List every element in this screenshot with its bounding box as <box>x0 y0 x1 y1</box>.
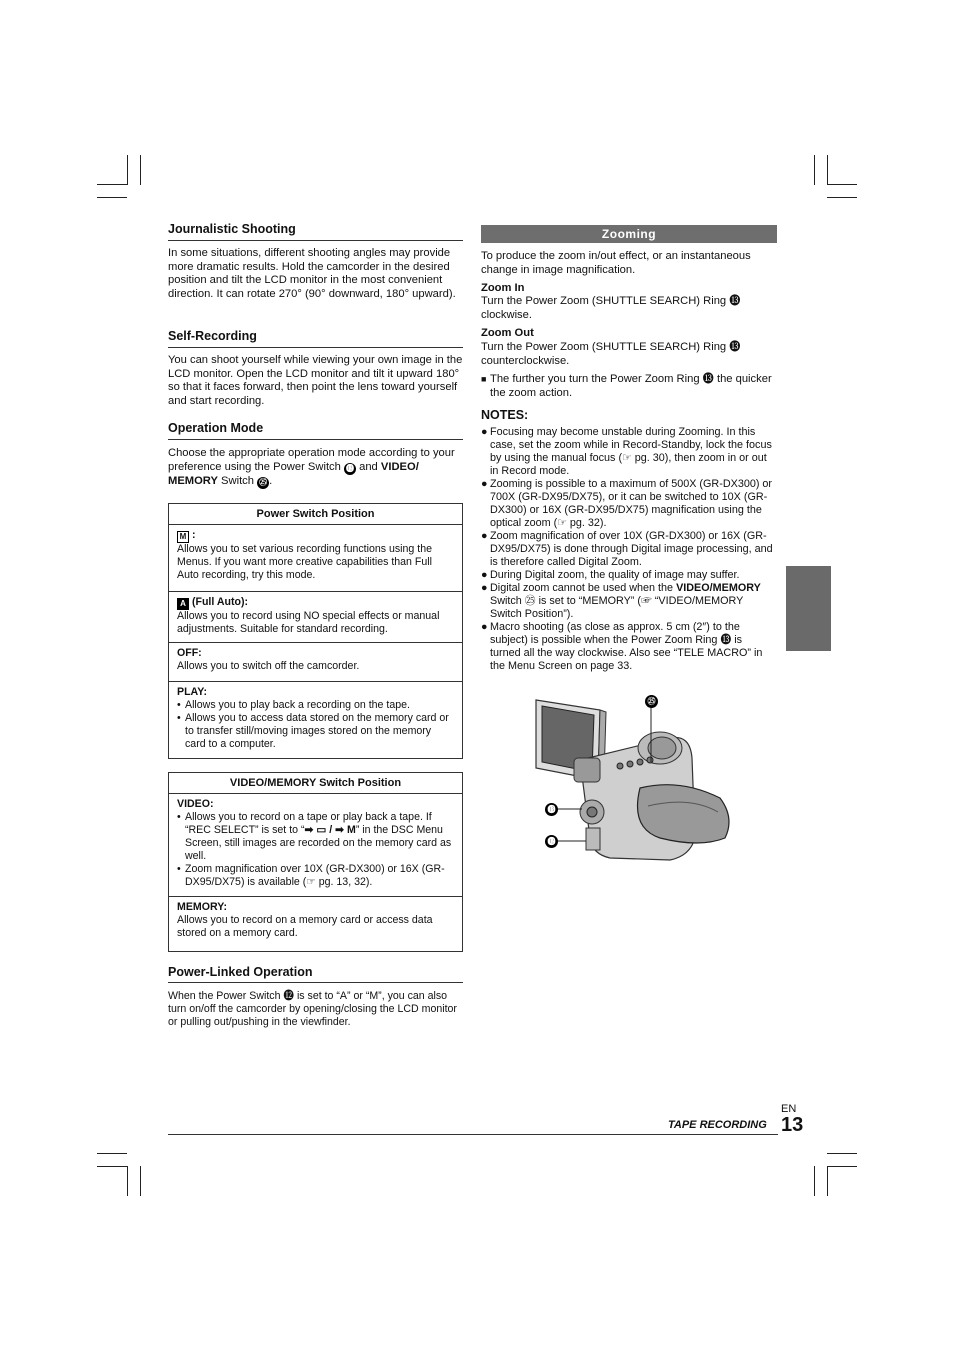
zoom-out-heading: Zoom Out <box>481 327 534 339</box>
auto-mode-icon: A <box>177 598 189 610</box>
play-item: Allows you to access data stored on the memory card or to transfer still/moving images stored on the memory card to a computer. <box>185 712 449 750</box>
zoom-out-text: Turn the Power Zoom (SHUTTLE SEARCH) Ring ⓭ counterclockwise. <box>481 341 741 367</box>
callout-13-icon: ⓭ <box>545 803 558 816</box>
note-item: During Digital zoom, the quality of image may suffer. <box>490 569 740 581</box>
callout-12-icon: ⓬ <box>545 835 558 848</box>
memory-label: MEMORY: <box>177 901 228 913</box>
note-item: Zoom magnification of over 10X (GR-DX300) or 16X (GR-DX95/DX75) is done through Digital image processing, and is therefore called Digital Zoom. <box>490 530 773 568</box>
camcorder-illustration <box>530 688 740 866</box>
power-switch-table: Power Switch Position M : Allows you to set various recording functions using the Menus. If you want more creative capabilities than Full Auto recording, try this mode. A (Full Auto): Allows you to record using NO special effects or manual adjustments. Suitable for standard recording. OFF: Allows you to switch off the camcorder. PLAY: • Allows you to play back a recording on the tape. • Allows you to access data stored on the memory card or to transfer still/moving images stored on the memory card to a computer. <box>168 503 463 759</box>
ref-25-icon: ㉕ <box>259 477 268 487</box>
video-item: Zoom magnification over 10X (GR-DX300) or 16X (GR-DX95/DX75) is available (☞ pg. 13, 32). <box>185 863 445 888</box>
manual-mode-text: Allows you to set various recording functions using the Menus. If you want more creative capabilities than Full Auto recording, try this mode. <box>177 543 432 581</box>
notes-list: ● Focusing may become unstable during Zooming. In this case, set the zoom while in Record-Standby, lock the focus by using the manual focus (☞ pg. 30), then zoom in or out in Record mode. ● Zooming is possible to a maximum of 500X (GR-DX300) or 700X (GR-DX95/DX75), or it can be switched to 10X (GR-DX300) or 16X (GR-DX95/DX75) magnification using the optical zoom (☞ pg. 32). ● Zoom magnification of over 10X (GR-DX300) or 16X (GR-DX95/DX75) is done through Digital image processing, and is therefore called Digital Zoom. ● During Digital zoom, the quality of image may suffer. ● Digital zoom cannot be used when the VIDEO/MEMORY Switch ㉕ is set to “MEMORY” (☞ “VIDEO/MEMORY Switch Position”). ● Macro shooting (as close as approx. 5 cm (2″) to the subject) is possible when the Power Zoom Ring ⓭ is turned all the way clockwise. Also see “TELE MACRO” in the Menu Screen on page 33. <box>481 426 775 673</box>
power-linked-heading: Power-Linked Operation <box>168 965 313 979</box>
ref-12-icon: ⓬ <box>346 463 354 473</box>
operation-mode-text: Choose the appropriate operation mode according to your preference using the Power Switch ⓬ and VIDEO/ MEMORY Switch ㉕ . <box>168 447 455 487</box>
video-memory-table: VIDEO/MEMORY Switch Position VIDEO: • Allows you to record on a tape or play back a tape. If “REC SELECT” is set to “➡ ▭ / ➡ M” in the DSC Menu Screen, still images are recorded on the memory card as well. • Zoom magnification over 10X (GR-DX300) or 16X (GR-DX95/DX75) is available (☞ pg. 13, 32). MEMORY: Allows you to record on a memory card or access data stored on a memory card. <box>168 772 463 952</box>
zoom-in-text: Turn the Power Zoom (SHUTTLE SEARCH) Ring ⓭ clockwise. <box>481 295 741 321</box>
video-item: Allows you to record on a tape or play back a tape. If “REC SELECT” is set to “➡ ▭ / ➡ M” in the DSC Menu Screen, still images are recorded on the memory card as well. <box>185 811 452 862</box>
note-item: Macro shooting (as close as approx. 5 cm (2″) to the subject) is possible when the Power Zoom Ring ⓭ is turned all the way clockwise. Also see “TELE MACRO” in the Menu Screen on page 33. <box>490 621 763 672</box>
note-item: Focusing may become unstable during Zooming. In this case, set the zoom while in Record-Standby, lock the focus by using the manual focus (☞ pg. 30), then zoom in or out in Record mode. <box>490 426 772 477</box>
video-label: VIDEO: <box>177 798 214 810</box>
off-text: Allows you to switch off the camcorder. <box>177 660 360 672</box>
language-label: EN <box>781 1103 797 1115</box>
video-memory-header: VIDEO/MEMORY Switch Position <box>169 773 462 794</box>
callout-25-icon: ㉕ <box>645 695 658 708</box>
section-label: TAPE RECORDING <box>668 1119 767 1131</box>
note-item: Digital zoom cannot be used when the VIDEO/MEMORY Switch ㉕ is set to “MEMORY” (☞ “VIDEO/MEMORY Switch Position”). <box>490 582 761 620</box>
self-recording-text: You can shoot yourself while viewing your own image in the LCD monitor. Open the LCD monitor and tilt it upward 180° so that it faces forward, then point the lens toward yourself and start recording. <box>168 354 463 407</box>
note-item: Zooming is possible to a maximum of 500X (GR-DX300) or 700X (GR-DX95/DX75), or it can be switched to 10X (GR-DX300) or 16X (GR-DX95/DX75) magnification using the optical zoom (☞ pg. 32). <box>490 478 773 529</box>
play-label: PLAY: <box>177 686 208 698</box>
zoom-in-heading: Zoom In <box>481 282 525 294</box>
notes-heading: NOTES: <box>481 408 529 422</box>
off-label: OFF: <box>177 647 202 659</box>
section-tab <box>786 566 831 651</box>
memory-text: Allows you to record on a memory card or access data stored on a memory card. <box>177 914 433 939</box>
journalistic-heading: Journalistic Shooting <box>168 222 296 236</box>
page-number: 13 <box>781 1114 804 1136</box>
zoom-intro: To produce the zoom in/out effect, or an instantaneous change in image magnification. <box>481 250 751 276</box>
play-item: Allows you to play back a recording on the tape. <box>185 699 410 711</box>
zooming-header: Zooming <box>481 225 777 243</box>
manual-mode-icon: M <box>177 531 189 543</box>
zoom-tip: ■ The further you turn the Power Zoom Ring ⓭ the quicker the zoom action. <box>481 373 772 399</box>
journalistic-text: In some situations, different shooting angles may provide more dramatic results. Hold the camcorder in the desired position and tilt the LCD monitor in the most convenient direction. It can rotate 270° (90° downward, 180° upward). <box>168 247 456 300</box>
auto-mode-text: Allows you to record using NO special effects or manual adjustments. Suitable for standard recording. <box>177 610 440 635</box>
power-linked-text: When the Power Switch ⓬ is set to “A” or “M”, you can also turn on/off the camcorder by opening/closing the LCD monitor or pulling out/pushing in the viewfinder. <box>168 990 457 1028</box>
self-recording-heading: Self-Recording <box>168 329 257 343</box>
power-switch-header: Power Switch Position <box>169 504 462 525</box>
operation-mode-heading: Operation Mode <box>168 421 264 435</box>
